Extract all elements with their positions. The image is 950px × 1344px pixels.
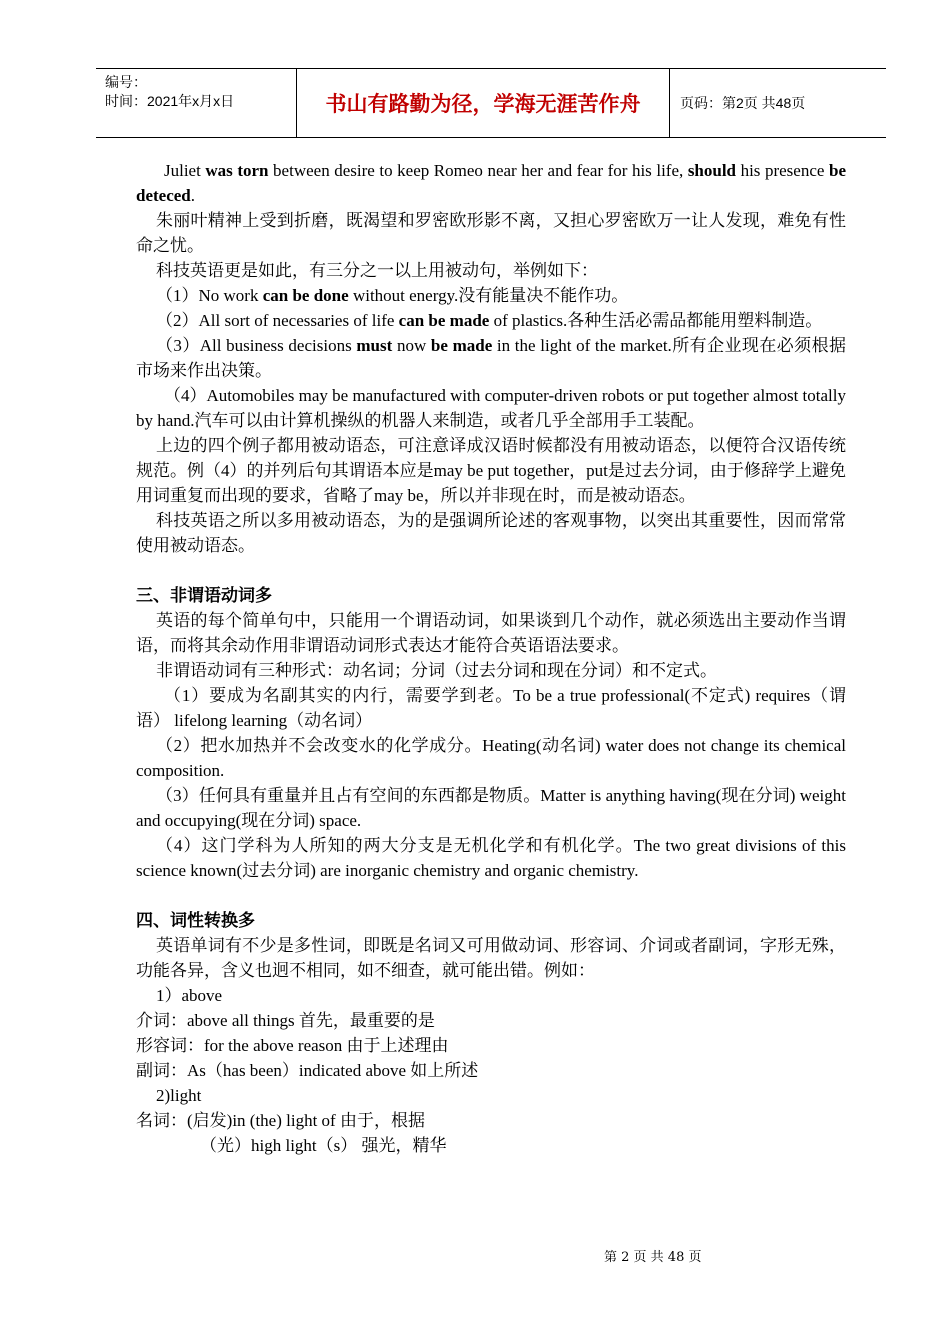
- example-2: [136, 308, 846, 333]
- section-3-example-2: （2）把水加热并不会改变水的化学成分。Heating(动名词) water does not change its chemical composition.: [136, 736, 846, 780]
- header-motto: 书山有路勤为径，学海无涯苦作舟: [297, 69, 670, 137]
- text-run: （2）All sort of necessaries of life: [156, 311, 399, 330]
- section-3-example-3: （3）任何具有重量并且占有空间的东西都是物质。Matter is anything having(现在分词) weight and occupying(现在分词) space.: [136, 786, 846, 830]
- text-run: now: [392, 336, 431, 355]
- juliet-example: [136, 158, 846, 208]
- example-3: [136, 333, 846, 383]
- example-1: [136, 283, 846, 308]
- section-3-example-4: （4）这门学科为人所知的两大分支是无机化学和有机化学。The two great divisions of this science known(过去分词) are inorganic chemistry and organic chemistry.: [136, 836, 846, 880]
- section-3-paragraph-1: 英语的每个简单句中，只能用一个谓语动词，如果谈到几个动作，就必须选出主要动作当谓语，而将其余动作用非谓语动词形式表达才能符合英语语法要求。: [136, 611, 846, 655]
- page-header: [96, 68, 886, 138]
- section-4-item-1: 1）above: [156, 986, 223, 1005]
- section-3-example-1: （1）要成为名副其实的内行，需要学到老。To be a true professional(不定式) requires（谓语） lifelong learning（动名词）: [136, 686, 846, 730]
- emphasis: must: [356, 336, 393, 355]
- juliet-translation: 朱丽叶精神上受到折磨，既渴望和罗密欧形影不离，又担心罗密欧万一让人发现，难免有性命之忧。: [136, 211, 846, 255]
- example-4: （4）Automobiles may be manufactured with computer-driven robots or put together almost totally by hand.汽车可以由计算机操纵的机器人来制造，或者几乎全部用手工装配。: [136, 386, 846, 430]
- document-time-label: 时间：2021年x月x日: [105, 93, 235, 109]
- header-page-info: 页码：第2页 共48页: [680, 95, 806, 111]
- text-run: between desire to keep Romeo near her and fear for his life,: [268, 161, 688, 180]
- section-4-noun-2: （光）high light（s） 强光，精华: [200, 1136, 447, 1155]
- text-run: （1）No work: [156, 286, 263, 305]
- text-run: without energy.没有能量决不能作功。: [348, 286, 629, 305]
- section-4-adjective: 形容词：for the above reason 由于上述理由: [136, 1036, 449, 1055]
- tech-intro: 科技英语更是如此，有三分之一以上用被动句，举例如下：: [156, 261, 598, 280]
- section-4-noun: 名词：(启发)in (the) light of 由于，根据: [136, 1111, 425, 1130]
- emphasis: be made: [430, 336, 493, 355]
- section-3-paragraph-2: 非谓语动词有三种形式：动名词；分词（过去分词和现在分词）和不定式。: [156, 661, 717, 680]
- text-run: his presence: [736, 161, 829, 180]
- emphasis: can be made: [398, 311, 490, 330]
- section-4-preposition: 介词：above all things 首先，最重要的是: [136, 1011, 435, 1030]
- page-footer: 第 2 页 共 48 页: [604, 1250, 702, 1265]
- document-body: [136, 158, 846, 1158]
- text-run: （3）All business decisions: [156, 336, 357, 355]
- emphasis: can be done: [262, 286, 349, 305]
- section-4-paragraph-1: 英语单词有不少是多性词，即既是名词又可用做动词、形容词、介词或者副词，字形无殊，功能各异，含义也迥不相同，如不细查，就可能出错。例如：: [136, 936, 846, 980]
- text-run: of plastics.各种生活必需品都能用塑料制造。: [489, 311, 823, 330]
- section-4-adverb: 副词：As（has been）indicated above 如上所述: [136, 1061, 479, 1080]
- text-run: Juliet: [164, 161, 206, 180]
- emphasis: was torn: [205, 161, 269, 180]
- passive-note: 上边的四个例子都用被动语态，可注意译成汉语时候都没有用被动语态，以便符合汉语传统规范。例（4）的并列后句其谓语本应是may be put together，put是过去分词，由于修辞学上避免用词重复而出现的要求，省略了may be，所以并非现在时，而是被动语态。: [136, 436, 846, 505]
- document-number-label: 编号：: [105, 74, 147, 90]
- passive-reason: 科技英语之所以多用被动语态，为的是强调所论述的客观事物，以突出其重要性，因而常常使用被动语态。: [136, 511, 846, 555]
- section-4-item-2: 2)light: [156, 1086, 202, 1105]
- emphasis: should: [687, 161, 737, 180]
- section-3-title: 三、非谓语动词多: [136, 586, 272, 605]
- text-run: .: [190, 186, 196, 205]
- emphasis: be deteced: [136, 161, 846, 205]
- header-meta-cell: [96, 69, 297, 137]
- text-run: in the light of the market.所有企业现在必须根据市场来作出决策。: [136, 336, 846, 380]
- section-4-title: 四、词性转换多: [136, 911, 255, 930]
